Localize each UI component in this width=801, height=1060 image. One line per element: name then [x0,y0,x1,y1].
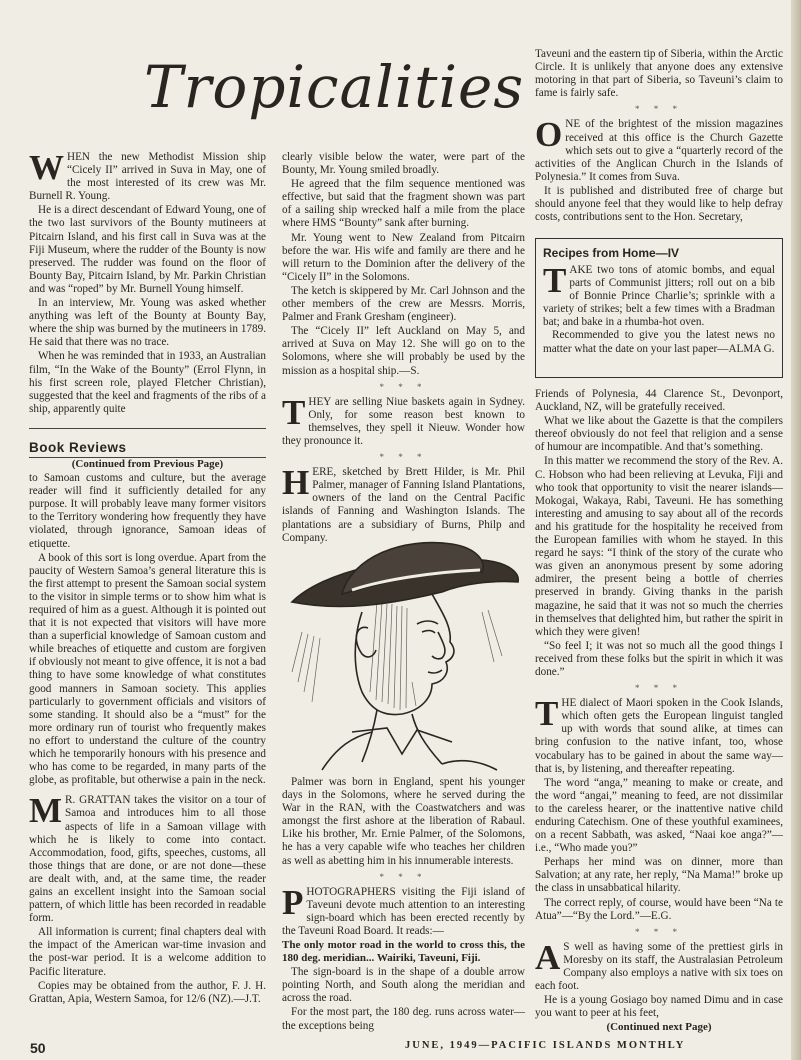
paragraph: Palmer was born in England, spent his younger days in the Solomons, where he served during the War in the RAN, with the Coastwatchers and was amongst the first ashore at the liberation of Rabaul. Like his brother, Mr. Ernie Palmer, of the Solomons, he has a very capable wife who teaches her children as well as abetting him in his innumerable interests. [282,776,525,867]
column-middle [282,151,525,546]
drop-cap: H [282,463,310,503]
paragraph-text: S well as having some of the prettiest girls in Moresby on its staff, the Australasian Petroleum Company also employs a native with six toes on each foot. [535,940,783,993]
paragraph: The correct reply, of course, would have been “Na te Atua”—“By the Lord.”—E.G. [535,896,783,922]
paragraph-text: ERE, sketched by Brett Hilder, is Mr. Phil Palmer, manager of Fanning Island Plantations, owners of the land on the Central Pacific islands of Fanning and Washington Islands. The plantations are a subsidiary of Burns, Philp and Company. [282,466,525,544]
recipes-box-title: Recipes from Home—IV [543,246,680,260]
paragraph: Mr. Young went to New Zealand from Pitcairn before the war. His wife and family are there and he will return to the Dominion after the delivery of the “Cicely II” in the Solomons. [282,231,525,283]
paragraph: All information is current; final chapters deal with the impact of the American war-time invasion and the post-war period. It is a welcome addition to Pacific literature. [29,926,266,978]
recipes-box [535,238,783,378]
paragraph-text: AKE two tons of atomic bombs, and equal parts of Communist jitters; roll out on a bib of Bonnie Prince Charlie’s; sprinkle with a variety of strikes; belt a few times with a Bradman bat; and bake in a rhumba-hot oven. [543,264,775,329]
title-heading [140,45,525,123]
column-right [535,48,783,225]
paragraph: When he was reminded that in 1933, an Australian film, “In the Wake of the Bounty” (Errol Flynn, in his first screen role, played Fletcher Christian), suggested that the keel and fragments of the ribs of a ship, apparently quite [29,350,266,415]
portrait-sketch [282,532,525,772]
page-edge [791,0,801,1060]
drop-cap: A [535,937,561,977]
paragraph-text: HE dialect of Maori spoken in the Cook Islands, which often gets the European linguist tangled up with words that sound alike, at times can bring confusion to the native infant, too, whose vocabulary has to be gained in about the same way—that is, by listening, and thereafter repeating. [535,697,783,775]
paragraph: “So feel I; it was not so much all the good things I received from these folks but the spirit in which it was done.” [535,639,783,678]
paragraph-text: R. GRATTAN takes the visitor on a tour of Samoa and introduces him to all those aspects of life in a Samoan village with which he is likely to come into contact. Accommodation, food, gifts, speeches, customs, all those things that are done, or are not done—these are dealt with, and, at the same time, the reader gains an excellent insight into the Samoan social pattern, of which little has been recorded in readable form. [29,794,266,925]
paragraph: For the most part, the 180 deg. runs across water—the exceptions being [282,1006,525,1032]
drop-cap: T [282,392,306,432]
paragraph: Perhaps her mind was on dinner, more than Salvation; at any rate, her reply, “Na Mama!” broke up the class in unsabbatical hilarity. [535,856,783,895]
drop-cap: P [282,882,304,922]
paragraph: He agreed that the film sequence mentioned was effective, but said that the fragment shown was part of a sailing ship wrecked half a mile from the place where HMS “Bounty” sank after burning. [282,178,525,230]
maori-paragraph [535,694,783,776]
niue-paragraph [282,392,525,448]
paragraph: The sign-board is in the shape of a double arrow pointing North, and South along the meridian and across the road. [282,966,525,1005]
paragraph-text: HEY are selling Niue baskets again in Sydney. Only, for some reason best known to themselves, they spell it Nieuw. Wonder how they pronounce it. [282,395,525,447]
paragraph: The word “anga,” meaning to make or create, and the word “angai,” meaning to feed, are not dissimilar to the careless hearer, or the inattentive native child enduring Catechism. One of these youthful examinees, on a recent Sabbath, was asked, “Naai koe anga?”—i.e., “Who made you?” [535,776,783,855]
paragraph: What we like about the Gazette is that the compilers thereof obviously do not feel that religion and a sense of humour are incompatible. And that’s something. [535,415,783,454]
drop-cap: O [535,115,563,155]
title-text: Tropicalities [144,53,525,121]
paragraph: The “Cicely II” left Auckland on May 5, and arrived at Suva on May 12. She will go on to the Solomons, where she will probably be used by the mission as a hospital ship.—S. [282,325,525,377]
paragraph-text: HEN the new Methodist Mission ship “Cicely II” arrived in Suva in May, one of the most interested of its crew was Mr. Burnell R. Young. [29,151,266,203]
paragraph: clearly visible below the water, were part of the Bounty, Mr. Young smiled broadly. [282,151,525,177]
separator-stars: * * * [635,683,683,694]
separator-stars: * * * [635,104,683,115]
paragraph: He is a young Gosiago boy named Dimu and in case you want to peer at his feet, [535,994,783,1020]
column-left [29,148,266,1007]
paragraph: It is published and distributed free of charge but should anyone feel that they would like to help defray costs, contributions sent to the Hon. Secretary, [535,184,783,224]
separator-stars: * * * [379,381,428,392]
grattan-paragraph [29,791,266,925]
photographers-paragraph [282,882,525,938]
paragraph: He is a direct descendant of Edward Young, one of the two last survivors of the Bounty mutineers at Pitcairn Island, and his first call in Suva was at the Fiji Museum, where the rudder of the Bounty is now preserved. The rudder was found on the floor of Bounty Bay, Pitcairn Island, by Mr. Parkin Christian and was “roped” by Mr. Burnell Young himself. [29,204,266,295]
continued-from-label: (Continued from Previous Page) [71,457,224,470]
paragraph: Friends of Polynesia, 44 Clarence St., Devonport, Auckland, NZ, will be gratefully received. [535,388,783,414]
paragraph: Copies may be obtained from the author, F. J. H. Grattan, Apia, Western Samoa, for 12/6 (NZ).—J.T. [29,979,266,1005]
article-young-p1 [29,148,266,203]
paragraph: A book of this sort is long overdue. Apart from the paucity of Western Samoa’s general literature this is the first attempt to present the Samoan social system to the visitor in simple terms or to show him what is required of him as a guest. Although it is pointed out that it is not expected that visitors will have more than a superficial knowledge of Samoan custom and while breaches of etiquette and custom are forgiven if obviously not meant to give offence, it is not a bad thing to have some knowledge of what constitutes good manners in Samoan society. This applies particularly to government officials and visitors of some standing. It should also be a “must” for the more ordinary run of tourist who frequently makes no effort to understand the culture of the country which he temporarily honours with his presence and who has come to be regarded, in many parts of the globe, as profitable, but otherwise a pain in the neck. [29,551,266,787]
separator-stars: * * * [635,926,683,937]
paragraph-text: HOTOGRAPHERS visiting the Fiji island of Taveuni devote much attention to an interesting sign-board which has been erected recently by the Taveuni Road Board. It reads:— [282,885,525,938]
paragraph: The ketch is skippered by Mr. Carl Johnson and the other members of the crew are Messrs. Morris, Palmer and Frank Gresham (engineer). [282,284,525,324]
running-footer: JUNE, 1949—PACIFIC ISLANDS MONTHLY [405,1040,686,1051]
book-reviews-heading: Book Reviews [29,439,127,455]
paragraph: to Samoan customs and culture, but the average reader will find it sufficiently detailed for any purpose. It will probably leave many former visitors to the Territory wondering how frequently they have violated, through ignorance, Samoan ideas of etiquette. [29,472,266,550]
sign-quote: The only motor road in the world to cross this, the 180 deg. meridian... Wairiki, Taveuni, Fiji. [282,939,525,965]
continued-next-label: (Continued next Page) [606,1021,712,1034]
paragraph: Recommended to give you the latest news no matter what the date on your last paper—ALMA G. [543,329,775,355]
petroleum-paragraph [535,937,783,993]
recipes-paragraph [543,261,775,329]
paragraph-text: NE of the brightest of the mission magazines received at this office is the Church Gazette which sets out to give a “quarterly record of the activities of the Anglican Church in the Islands of Polynesia.” It comes from Suva. [535,118,783,183]
drop-cap: W [29,148,64,187]
drop-cap: M [29,791,63,831]
column-middle-lower [282,776,525,1034]
column-right-lower [535,388,783,1036]
paragraph: Taveuni and the eastern tip of Siberia, within the Arctic Circle. It is unlikely that anyone does any extensive motoring in that part of Siberia, so Taveuni’s claim to fame is fairly safe. [535,48,783,100]
paragraph: In an interview, Mr. Young was asked whether anything was left of the Bounty at Bounty Bay, where the ship was burned by the mutineers in 1789. He said that there was no trace. [29,297,266,349]
page-number: 50 [30,1040,46,1056]
drop-cap: T [543,261,567,300]
separator-stars: * * * [379,871,428,882]
drop-cap: T [535,694,559,734]
gazette-paragraph [535,115,783,183]
paragraph: In this matter we recommend the story of the Rev. A. C. Hobson who had been relieving at Levuka, Fiji and who took that opportunity to visit the nearer islands—Mokogai, Wakaya, Rabi, Taveuni. He has something interesting and amusing to say about all of the records and his gratitude for the hospitality he received from the European families with whom he stayed. In this regard he says: “I think of the story of the curate who was given an anonymous present by some adoring admirer, the present being a bottle of cherries preserved in brandy. Giving thanks in the parish magazine, he said that it was not so much the cherries in themselves that delighted him, but rather the spirit in which they were given! [535,455,783,638]
separator-stars: * * * [379,452,428,463]
